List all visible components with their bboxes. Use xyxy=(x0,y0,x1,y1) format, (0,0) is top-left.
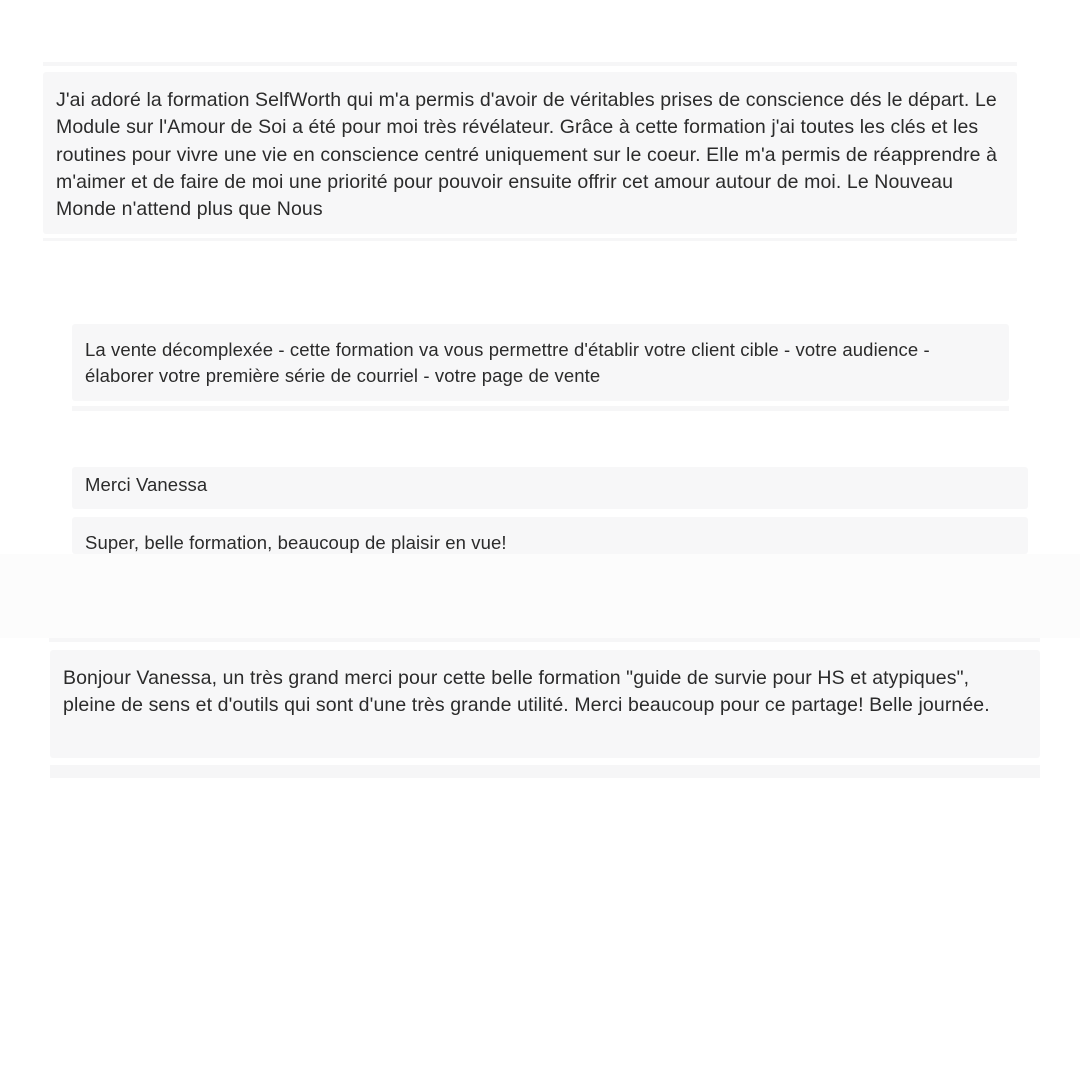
review-text: J'ai adoré la formation SelfWorth qui m'a permis d'avoir de véritables prises de conscience dés le départ. Le Module sur l'Amour de Soi a été pour moi très révélateur. Grâce à cette formation j'ai toutes les clés et les routines pour vivre une vie en conscience centré uniquement sur le coeur. Elle m'a permis de réapprendre à m'aimer et de faire de moi une priorité pour pouvoir ensuite offrir cet amour autour de moi. Le Nouveau Monde n'attend plus que Nous xyxy=(56,89,998,221)
review-card xyxy=(72,517,1028,554)
review-card xyxy=(72,467,1028,509)
section-background xyxy=(0,554,1080,638)
review-card xyxy=(50,650,1040,758)
review-text: Super, belle formation, beaucoup de plaisir en vue! xyxy=(85,532,507,553)
review-text: La vente décomplexée - cette formation va vous permettre d'établir votre client cible - votre audience - élaborer votre première série de courriel - votre page de vente xyxy=(85,339,930,386)
review-text: Merci Vanessa xyxy=(85,474,208,495)
section-divider-top xyxy=(43,62,1017,66)
review-card xyxy=(43,72,1017,234)
section-divider-bottom xyxy=(43,238,1017,241)
review-text: Bonjour Vanessa, un très grand merci pour cette belle formation "guide de survie pour HS et atypiques", pleine de sens et d'outils qui sont d'une très grande utilité. Merci beaucoup pour ce partage! Belle journée. xyxy=(63,667,990,717)
section-divider-bottom xyxy=(50,765,1040,778)
section-divider-top xyxy=(49,638,1040,642)
review-card xyxy=(72,324,1009,401)
section-divider-bottom xyxy=(72,406,1009,411)
